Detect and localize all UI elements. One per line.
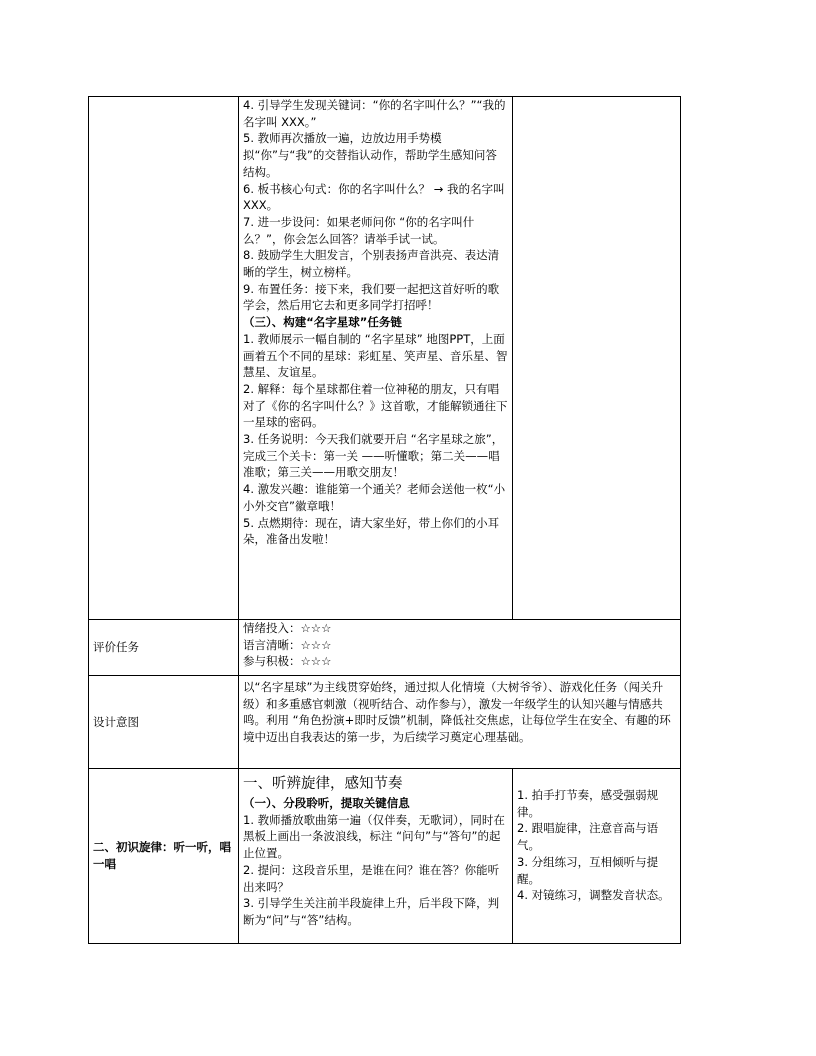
process-label-cell [89,97,239,620]
process-row [89,97,681,620]
design-content [239,676,681,769]
evaluation-content [239,620,681,676]
process-content-cell [239,97,513,620]
process-item: 4. 引导学生发现关键词：“你的名字叫什么？”“我的名字叫 XXX。” [243,98,506,129]
activity-student-cell [513,769,681,944]
section-heading: （三）、构建“名字星球”任务链 [243,315,402,330]
lesson-plan-table [88,96,681,944]
process-item: 8. 鼓励学生大胆发言，个别表扬声音洪亮、表达清晰的学生，树立榜样。 [243,248,500,280]
process-right-cell [513,97,681,620]
process-item: 7. 进一步设问：如果老师问你 “你的名字叫什么？”，你会怎么回答？请举手试一试。 [243,214,475,246]
task-chain-item: 2. 解释：每个星球都住着一位神秘的朋友，只有唱对了《你的名字叫什么？》这首歌，才能解锁通往下一星球的密码。 [243,381,508,430]
evaluation-label: 评价任务 [89,620,239,676]
activity-teacher-cell [239,769,513,944]
activity-item: 3. 引导学生关注前半段旋律上升，后半段下降，判断为“问”与“答”结构。 [243,896,500,927]
student-item: 1. 拍手打节奏，感受强弱规律。 [517,788,659,819]
star-rating: ☆☆☆ [300,637,332,652]
evaluation-item [243,637,676,654]
evaluation-item-name: 语言清晰： [243,637,301,652]
student-item: 2. 跟唱旋律，注意音高与语气。 [517,821,659,853]
process-item: 9. 布置任务：接下来，我们要一起把这首好听的歌学会，然后用它去和更多同学打招呼！ [243,281,500,313]
design-row [89,676,681,769]
activity-sub-heading: （一）、分段聆听，提取关键信息 [243,796,410,810]
student-item: 3. 分组练习，互相倾听与提醒。 [517,854,659,886]
design-text: 以“名字星球”为主线贯穿始终，通过拟人化情境（大树爷爷）、游戏化任务（闯关升级）和多重感官刺激（视听结合、动作参与），激发一年级学生的认知兴趣与情感共鸣。利用 “角色扮演+即时反馈”机制，降低社交焦虑，让每位学生在安全、有趣的环境中迈出自我表达的第一步，为后续学习奠定心理基础。 [243,680,671,745]
evaluation-item [243,620,676,637]
activity-label [89,769,239,944]
evaluation-item [243,653,676,670]
activity-row [89,769,681,944]
activity-heading: 一、听辨旋律，感知节奏 [243,776,403,792]
task-chain-item: 4. 激发兴趣：谁能第一个通关？老师会送他一枚“小小外交官”徽章哦！ [243,482,506,513]
activity-item: 1. 教师播放歌曲第一遍（仅伴奏，无歌词），同时在黑板上画出一条波浪线，标注 “问句”与“答句”的起止位置。 [243,812,505,861]
evaluation-row [89,620,681,676]
task-chain-item: 1. 教师展示一幅自制的 “名字星球” 地图PPT，上面画着五个不同的星球：彩虹星、笑声星、音乐星、智慧星、友谊星。 [243,331,508,380]
activity-label-text: 二、初识旋律：听一听，唱一唱 [93,840,231,871]
process-item: 6. 板书核心句式：你的名字叫什么？ → 我的名字叫 XXX。 [243,181,505,213]
design-label: 设计意图 [89,676,239,769]
evaluation-item-name: 参与积极： [243,654,301,669]
star-rating: ☆☆☆ [300,621,332,635]
star-rating: ☆☆☆ [300,654,332,669]
student-item: 4. 对镜练习，调整发音状态。 [517,888,670,903]
evaluation-item-name: 情绪投入： [243,621,301,635]
process-item: 5. 教师再次播放一遍，边放边用手势模拟“你”与“我”的交替指认动作，帮助学生感知问答结构。 [243,131,497,179]
activity-item: 2. 提问：这段音乐里，是谁在问？谁在答？你能听出来吗？ [243,862,500,894]
task-chain-item: 3. 任务说明：今天我们就要开启 “名字星球之旅”，完成三个关卡：第一关 ——听懂歌；第二关——唱准歌；第三关——用歌交朋友！ [243,432,504,480]
task-chain-item: 5. 点燃期待：现在，请大家坐好，带上你们的小耳朵，准备出发啦！ [243,515,500,547]
